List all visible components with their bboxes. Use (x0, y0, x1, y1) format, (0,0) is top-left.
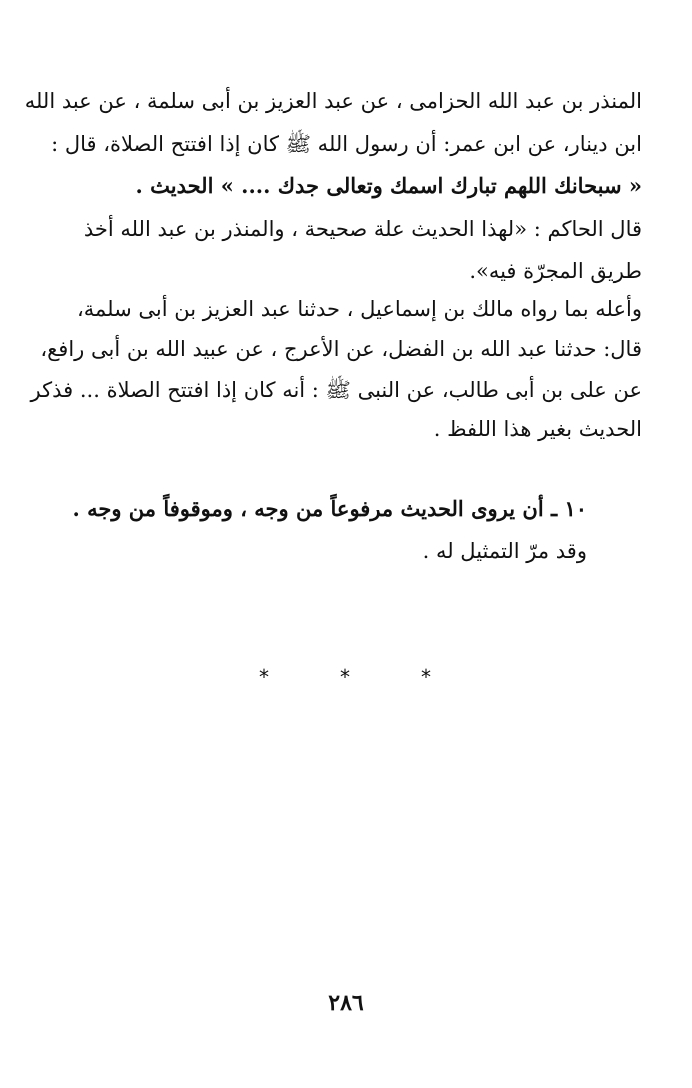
text-line-8: عن على بن أبى طالب، عن النبى ﷺ : أنه كان إذا افتتح الصلاة ... فذكر (30, 378, 642, 402)
separator-star: * (340, 665, 350, 689)
text-line-7: قال: حدثنا عبد الله بن الفضل، عن الأعرج ، عن عبيد الله بن أبى رافع، (40, 337, 642, 361)
text-line-2: ابن دينار، عن ابن عمر: أن رسول الله ﷺ كان إذا افتتح الصلاة، قال : (51, 132, 642, 156)
text-line-3: « سبحانك اللهم تبارك اسمك وتعالى جدك .... » الحديث . (135, 173, 642, 198)
text-line-1: المنذر بن عبد الله الحزامى ، عن عبد العزيز بن أبى سلمة ، عن عبد الله (24, 89, 642, 113)
page-number: ٢٨٦ (328, 990, 364, 1016)
separator-star: * (259, 665, 269, 689)
separator-stars (0, 662, 692, 692)
section-note: وقد مرّ التمثيل له . (422, 539, 587, 563)
separator-star: * (421, 665, 431, 689)
text-line-9: الحديث بغير هذا اللفظ . (433, 417, 642, 441)
text-line-4: قال الحاكم : «لهذا الحديث علة صحيحة ، والمنذر بن عبد الله أخذ (83, 217, 642, 241)
text-line-5: طريق المجرّة فيه». (469, 259, 642, 283)
section-heading: ١٠ ـ أن يروى الحديث مرفوعاً من وجه ، وموقوفاً من وجه . (72, 496, 587, 521)
text-line-6: وأعله بما رواه مالك بن إسماعيل ، حدثنا عبد العزيز بن أبى سلمة، (76, 297, 642, 321)
